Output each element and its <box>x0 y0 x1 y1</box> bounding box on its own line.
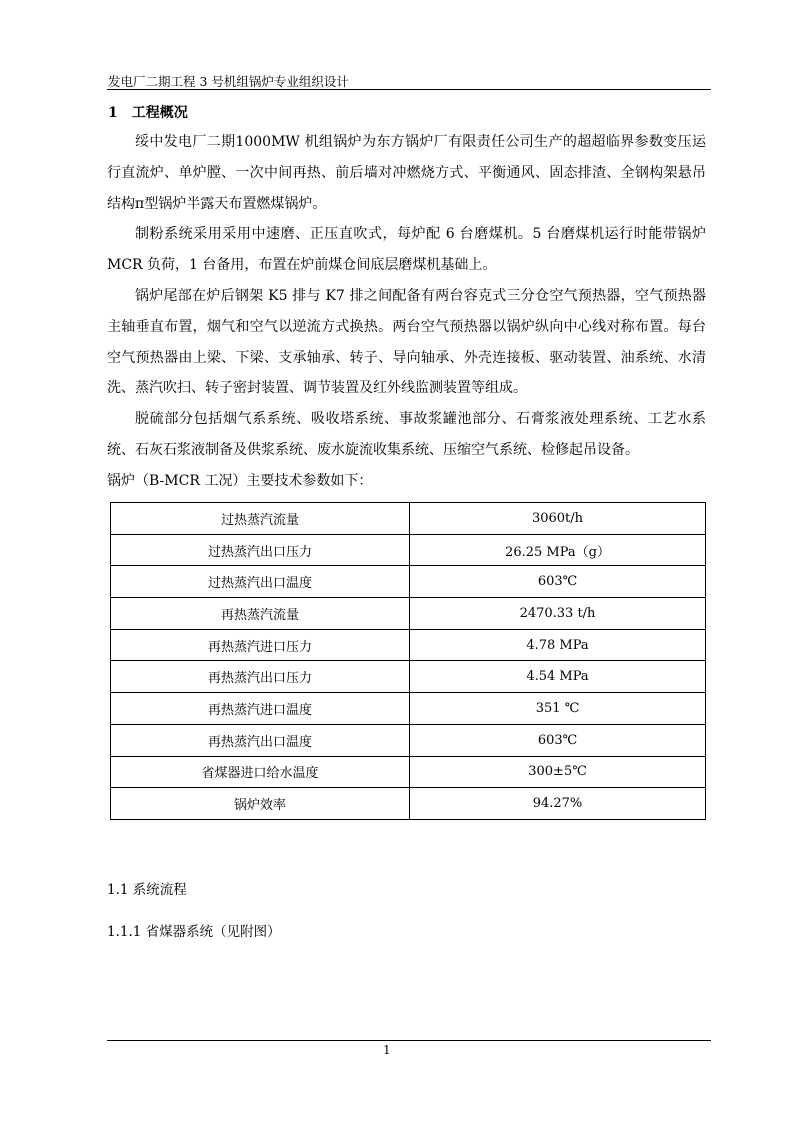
page-number: 1 <box>383 1043 391 1057</box>
param-name: 锅炉效率 <box>111 788 410 820</box>
paragraph: 锅炉尾部在炉后钢架 K5 排与 K7 排之间配备有两台容克式三分仓空气预热器，空气预热器主轴垂直布置，烟气和空气以逆流方式换热。两台空气预热器以锅炉纵向中心线对称布置。每台空气预热器由上梁、下梁、支承轴承、转子、导向轴承、外壳连接板、驱动装置、油系统、水清洗、蒸汽吹扫、转子密封装置、调节装置及红外线监测装置等组成。 <box>107 287 706 397</box>
section-1-1: 1.1 系统流程 <box>107 882 187 898</box>
table-row <box>111 693 706 725</box>
table-row <box>111 566 706 598</box>
param-value: 3060t/h <box>410 503 706 535</box>
table-row <box>111 724 706 756</box>
param-name: 再热蒸汽流量 <box>111 598 410 630</box>
param-name: 过热蒸汽流量 <box>111 503 410 535</box>
param-value: 300±5℃ <box>410 756 706 788</box>
body-text <box>107 127 706 497</box>
param-value: 4.78 MPa <box>410 629 706 661</box>
table-row <box>111 788 706 820</box>
running-header: 发电厂二期工程 3 号机组锅炉专业组织设计 <box>108 74 349 89</box>
header-rule <box>107 89 711 90</box>
table-row <box>111 503 706 535</box>
parameters-table <box>110 502 706 820</box>
table-row <box>111 629 706 661</box>
param-value: 351 ℃ <box>410 693 706 725</box>
param-value: 2470.33 t/h <box>410 598 706 630</box>
paragraph: 脱硫部分包括烟气系系统、吸收塔系统、事故浆罐池部分、石膏浆液处理系统、工艺水系统、石灰石浆液制备及供浆系统、废水旋流收集系统、压缩空气系统、检修起吊设备。 <box>107 411 706 458</box>
param-name: 过热蒸汽出口温度 <box>111 566 410 598</box>
param-name: 再热蒸汽出口压力 <box>111 661 410 693</box>
section-heading <box>108 102 202 122</box>
table-row <box>111 598 706 630</box>
param-name: 再热蒸汽出口温度 <box>111 724 410 756</box>
paragraph: 绥中发电厂二期1000MW 机组锅炉为东方锅炉厂有限责任公司生产的超超临界参数变压运行直流炉、单炉膛、一次中间再热、前后墙对冲燃烧方式、平衡通风、固态排渣、全钢构架悬吊结构п型锅炉半露天布置燃煤锅炉。 <box>107 134 706 212</box>
param-name: 省煤器进口给水温度 <box>111 756 410 788</box>
table-row <box>111 756 706 788</box>
table-row <box>111 661 706 693</box>
table-intro: 锅炉（B-MCR 工况）主要技术参数如下： <box>107 472 373 489</box>
param-value: 603℃ <box>410 566 706 598</box>
footer-rule <box>107 1040 711 1041</box>
param-value: 94.27% <box>410 788 706 820</box>
heading-title: 工程概况 <box>131 105 188 121</box>
param-name: 再热蒸汽进口温度 <box>111 693 410 725</box>
section-1-1-1: 1.1.1 省煤器系统（见附图） <box>107 924 281 940</box>
param-name: 再热蒸汽进口压力 <box>111 629 410 661</box>
paragraph: 制粉系统采用采用中速磨、正压直吹式，每炉配 6 台磨煤机。5 台磨煤机运行时能带锅炉 MCR 负荷，1 台备用，布置在炉前煤仓间底层磨煤机基础上。 <box>107 226 706 274</box>
heading-number: 1 <box>108 105 118 121</box>
param-value: 4.54 MPa <box>410 661 706 693</box>
param-value: 603℃ <box>410 724 706 756</box>
param-value: 26.25 MPa（g） <box>410 534 706 566</box>
table-row <box>111 534 706 566</box>
param-name: 过热蒸汽出口压力 <box>111 534 410 566</box>
